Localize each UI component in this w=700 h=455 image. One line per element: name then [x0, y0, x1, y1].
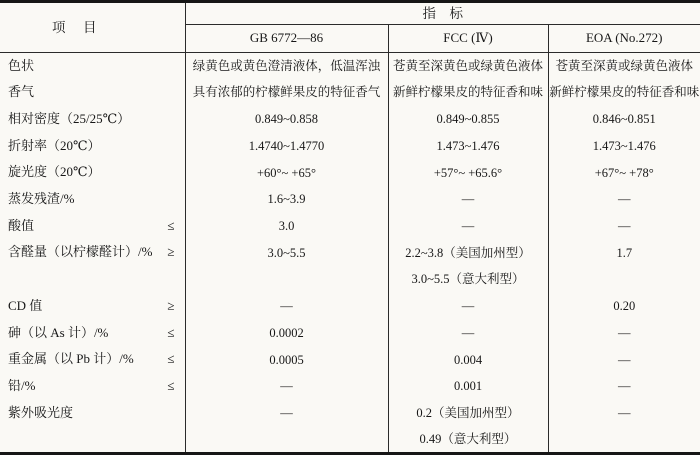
- table-row-uv-absorbance-cont: [0, 427, 700, 454]
- cell-gb: [185, 266, 388, 293]
- table-row-optical-rotation: [0, 159, 700, 186]
- cell-fcc: 苍黄至深黄色或绿黄色液体: [388, 53, 548, 80]
- row-item-label: 重金属（以 Pb 计）/%: [8, 351, 134, 367]
- row-item-label: CD 值: [8, 297, 43, 313]
- cell-eoa: 0.846~0.851: [592, 112, 656, 127]
- row-operator-lte: ≤: [167, 378, 175, 394]
- cell-fcc: 0.001: [388, 373, 548, 400]
- cell-fcc: 0.49（意大利型）: [388, 427, 548, 454]
- row-item-label: 酸值: [8, 217, 35, 233]
- cell-eoa: —: [618, 352, 631, 367]
- table-row-refractive-index: [0, 133, 700, 160]
- cell-fcc: —: [388, 293, 548, 320]
- cell-gb: 0.0005: [185, 346, 388, 373]
- cell-gb: [185, 427, 388, 454]
- header-row-indicator: [0, 2, 700, 25]
- cell-eoa: 苍黄至深黄或绿黄色液体: [555, 58, 693, 73]
- table-row-uv-absorbance: [0, 400, 700, 427]
- cell-fcc: +57°~ +65.6°: [388, 159, 548, 186]
- cell-eoa: 新鲜柠檬果皮的特征香和味: [549, 85, 700, 100]
- cell-gb: 1.6~3.9: [185, 186, 388, 213]
- table-row-acid-value: [0, 213, 700, 240]
- table-row-aldehyde-content-cont: [0, 266, 700, 293]
- cell-eoa: —: [618, 218, 631, 233]
- cell-eoa: [548, 427, 700, 454]
- indicator-header: 指 标: [185, 2, 700, 25]
- row-operator-lte: ≤: [167, 217, 175, 233]
- cell-fcc: 2.2~3.8（美国加州型）: [388, 240, 548, 267]
- row-item-label: 折射率（20℃）: [8, 137, 101, 153]
- cell-gb: 3.0: [185, 213, 388, 240]
- cell-gb: 3.0~5.5: [185, 240, 388, 267]
- row-item-label: 铅/%: [8, 378, 36, 394]
- cell-fcc: —: [388, 186, 548, 213]
- row-item-label: 紫外吸光度: [8, 404, 74, 420]
- cell-eoa: —: [618, 406, 631, 421]
- table-row-color: [0, 53, 700, 80]
- row-item-label: 香气: [8, 84, 35, 100]
- cell-fcc: —: [388, 320, 548, 347]
- row-item-label: 含醛量（以柠檬醛计）/%: [8, 244, 153, 260]
- row-operator-gte: ≥: [167, 244, 175, 260]
- table-row-relative-density: [0, 106, 700, 133]
- cell-gb: +60°~ +65°: [185, 159, 388, 186]
- row-item-label: 相对密度（25/25℃）: [8, 110, 131, 126]
- cell-fcc: 1.473~1.476: [388, 133, 548, 160]
- cell-gb: 绿黄色或黄色澄清液体，低温浑浊: [185, 53, 388, 80]
- cell-eoa: +67°~ +78°: [594, 165, 654, 180]
- item-column-header: 项 目: [0, 2, 185, 53]
- cell-fcc: 3.0~5.5（意大利型）: [388, 266, 548, 293]
- cell-gb: 1.4740~1.4770: [185, 133, 388, 160]
- cell-eoa: [548, 266, 700, 293]
- row-operator-gte: ≥: [167, 297, 175, 313]
- cell-eoa: —: [618, 192, 631, 207]
- cell-gb: 具有浓郁的柠檬鲜果皮的特征香气: [185, 79, 388, 106]
- cell-eoa: —: [618, 379, 631, 394]
- table-row-aldehyde-content: [0, 240, 700, 267]
- cell-eoa: 1.473~1.476: [592, 138, 656, 153]
- row-item-label: 旋光度（20℃）: [8, 164, 101, 180]
- column-header-fcc: FCC (Ⅳ): [388, 25, 548, 53]
- cell-fcc: 0.849~0.855: [388, 106, 548, 133]
- row-item-label: 砷（以 As 计）/%: [8, 324, 109, 340]
- cell-gb: 0.0002: [185, 320, 388, 347]
- row-operator-lte: ≤: [167, 324, 175, 340]
- table-row-aroma: [0, 79, 700, 106]
- cell-fcc: 0.2（美国加州型）: [388, 400, 548, 427]
- cell-gb: —: [185, 373, 388, 400]
- cell-fcc: 0.004: [388, 346, 548, 373]
- row-operator-lte: ≤: [167, 351, 175, 367]
- cell-fcc: —: [388, 213, 548, 240]
- cell-eoa: 1.7: [616, 245, 633, 260]
- cell-gb: —: [185, 293, 388, 320]
- table-row-cd-value: [0, 293, 700, 320]
- cell-gb: 0.849~0.858: [185, 106, 388, 133]
- cell-eoa: 0.20: [613, 299, 636, 314]
- table-row-heavy-metals: [0, 346, 700, 373]
- cell-fcc: 新鲜柠檬果皮的特征香和味: [388, 79, 548, 106]
- row-item-label: 蒸发残渣/%: [8, 190, 75, 206]
- cell-gb: —: [185, 400, 388, 427]
- table-row-evaporation-residue: [0, 186, 700, 213]
- table-row-lead: [0, 373, 700, 400]
- row-item-label: 色状: [8, 57, 35, 73]
- column-header-eoa: EOA (No.272): [548, 25, 700, 53]
- column-header-gb: GB 6772—86: [185, 25, 388, 53]
- table-row-arsenic: [0, 320, 700, 347]
- cell-eoa: —: [618, 325, 631, 340]
